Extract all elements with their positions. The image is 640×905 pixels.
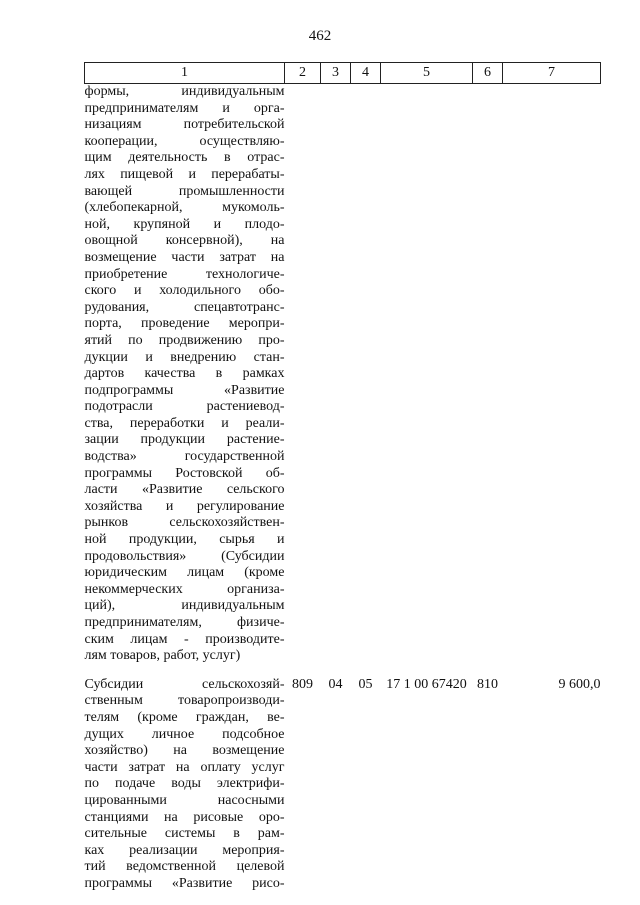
description-line: вающей промышленности: [84, 183, 285, 199]
description-line: лям товаров, работ, услуг): [84, 648, 241, 664]
header-col-1: 1: [85, 63, 285, 84]
description-line: ках реализации мероприя-: [84, 842, 285, 858]
header-col-4: 4: [351, 63, 381, 84]
description-line: (хлебопекарной, мукомоль-: [84, 200, 285, 216]
budget-table: [84, 62, 601, 893]
header-col-7: 7: [503, 63, 601, 84]
description-line: рудования, спецавтотранс-: [84, 299, 285, 315]
description-line: сительные системы в рам-: [84, 826, 285, 842]
description-line: ций), индивидуальным: [84, 598, 285, 614]
cell-ministry-code: 809: [292, 676, 313, 692]
description-line: дартов качества в рамках: [84, 366, 285, 382]
description-line: формы, индивидуальным: [84, 84, 285, 99]
description-line: рынков сельскохозяйствен-: [84, 515, 285, 531]
header-col-3: 3: [321, 63, 351, 84]
header-col-2: 2: [285, 63, 321, 84]
description-line: порта, проведение меропри-: [84, 316, 285, 332]
row-description: [85, 665, 285, 893]
description-line: части затрат на оплату услуг: [84, 759, 285, 775]
description-line: ной продукции, сырья и: [84, 532, 285, 548]
description-line: Субсидии сельскохозяй-: [84, 676, 285, 692]
description-line: некоммерческих организа-: [84, 581, 285, 597]
description-line: водства» государственной: [84, 449, 285, 465]
cell-section: 04: [328, 676, 343, 692]
description-line: тий ведомственной целевой: [84, 859, 285, 875]
cell-ministry-code: [285, 84, 321, 665]
header-col-6: 6: [473, 63, 503, 84]
description-line: станциями на рисовые оро-: [84, 809, 285, 825]
description-line: ственным товаропроизводи-: [84, 693, 285, 709]
row-description: [85, 84, 285, 665]
description-line: продовольствия» (Субсидии: [84, 548, 285, 564]
table-row: [85, 84, 601, 665]
description-line: ной, крупяной и плодо-: [84, 216, 285, 232]
header-row: [85, 63, 601, 84]
description-line: кооперации, осуществляю-: [84, 133, 285, 149]
description-line: подпрограммы «Развитие: [84, 382, 285, 398]
description-line: ятий по продвижению про-: [84, 332, 285, 348]
table-row: [85, 665, 601, 893]
description-line: дущих личное подсобное: [84, 726, 285, 742]
description-line: программы Ростовской об-: [84, 465, 285, 481]
description-line: ласти «Развитие сельского: [84, 482, 285, 498]
description-line: цированными насосными: [84, 792, 285, 808]
description-line: дукции и внедрению стан-: [84, 349, 285, 365]
description-line: ства, переработки и реали-: [84, 415, 285, 431]
description-line: низациям потребительской: [84, 117, 285, 133]
description-line: юридическим лицам (кроме: [84, 565, 285, 581]
cell-subsection: [351, 84, 381, 665]
description-line: подотрасли растениевод-: [84, 399, 285, 415]
header-col-5: 5: [381, 63, 473, 84]
description-line: ским лицам - производите-: [84, 631, 285, 647]
description-line: по подаче воды электрифи-: [84, 776, 285, 792]
description-line: щим деятельность в отрас-: [84, 150, 285, 166]
description-line: зации продукции растение-: [84, 432, 285, 448]
description-line: приобретение технологиче-: [84, 266, 285, 282]
description-line: хозяйства и регулирование: [84, 498, 285, 514]
description-line: овощной консервной), на: [84, 233, 285, 249]
cell-amount: 9 600,0: [558, 676, 601, 692]
page-number: 462: [308, 28, 332, 44]
description-line: предпринимателям и орга-: [84, 100, 285, 116]
cell-target-article: [381, 84, 473, 665]
description-line: предпринимателям, физиче-: [84, 615, 285, 630]
cell-section: [321, 84, 351, 665]
description-line: телям (кроме граждан, ве-: [84, 709, 285, 725]
cell-amount: [503, 84, 601, 665]
description-line: хозяйство) на возмещение: [84, 743, 285, 759]
description-line: лях пищевой и перерабаты-: [84, 166, 285, 182]
cell-subsection: 05: [358, 676, 373, 692]
description-line: возмещение части затрат на: [84, 249, 285, 265]
description-line: программы «Развитие рисо-: [84, 875, 285, 891]
cell-expense-type: 810: [477, 676, 498, 692]
cell-expense-type: [473, 84, 503, 665]
cell-target-article: 17 1 00 67420: [386, 676, 467, 692]
description-line: ского и холодильного обо-: [84, 283, 285, 299]
